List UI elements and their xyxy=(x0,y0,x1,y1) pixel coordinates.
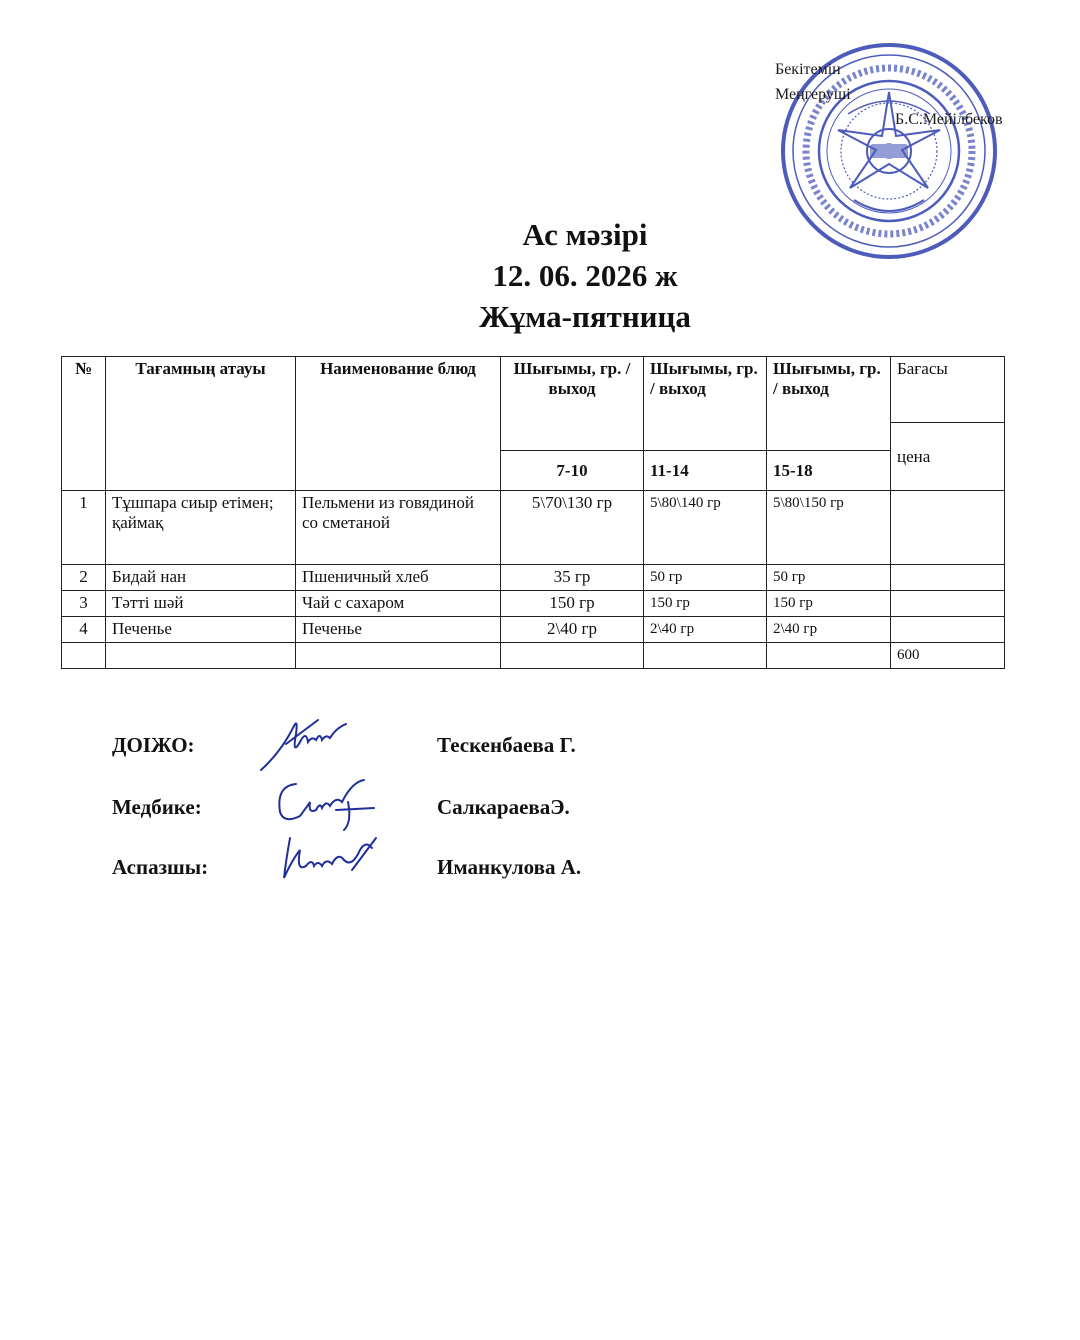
menu-table xyxy=(61,356,1005,669)
row-output-2: 5\80\140 гр xyxy=(644,491,767,565)
signature-name: СалкараеваЭ. xyxy=(437,795,570,819)
header-output-2: Шығымы, гр. / выход xyxy=(644,357,767,451)
row-output-3: 2\40 гр xyxy=(767,617,891,643)
table-row xyxy=(62,617,1005,643)
row-num: 2 xyxy=(62,565,106,591)
table-row xyxy=(62,565,1005,591)
row-name-kz: Тәтті шәй xyxy=(106,591,296,617)
header-output-3: Шығымы, гр. / выход xyxy=(767,357,891,451)
table-row xyxy=(62,591,1005,617)
row-output-2: 150 гр xyxy=(644,591,767,617)
header-age-2: 11-14 xyxy=(644,451,767,491)
header-price-ru: цена xyxy=(891,423,1005,491)
row-output-2: 2\40 гр xyxy=(644,617,767,643)
header-age-3: 15-18 xyxy=(767,451,891,491)
table-row xyxy=(62,491,1005,565)
row-name-ru: Чай с сахаром xyxy=(296,591,501,617)
row-output-3: 150 гр xyxy=(767,591,891,617)
row-output-3: 50 гр xyxy=(767,565,891,591)
header-name-kz: Тағамның атауы xyxy=(106,357,296,491)
row-name-kz: Бидай нан xyxy=(106,565,296,591)
document-date: 12. 06. 2026 ж xyxy=(492,258,678,293)
empty-cell xyxy=(296,643,501,669)
header-name-ru: Наименование блюд xyxy=(296,357,501,491)
director-name: Б.С.Мейілбеков xyxy=(895,111,1003,128)
row-name-ru: Печенье xyxy=(296,617,501,643)
signature-role: Аспазшы: xyxy=(112,855,209,879)
handwritten-signature-icon xyxy=(256,712,386,772)
row-price xyxy=(891,617,1005,643)
table-total-row xyxy=(62,643,1005,669)
empty-cell xyxy=(767,643,891,669)
row-output-3: 5\80\150 гр xyxy=(767,491,891,565)
empty-cell xyxy=(501,643,644,669)
table-header-row xyxy=(62,357,1005,423)
row-output-1: 150 гр xyxy=(501,591,644,617)
document-header xyxy=(0,214,1080,337)
empty-cell xyxy=(644,643,767,669)
handwritten-signature-icon xyxy=(256,830,386,890)
row-output-1: 2\40 гр xyxy=(501,617,644,643)
row-name-ru: Пельмени из говядиной со сметаной xyxy=(296,491,501,565)
row-price xyxy=(891,591,1005,617)
header-output-1: Шығымы, гр. / выход xyxy=(501,357,644,451)
row-num: 3 xyxy=(62,591,106,617)
header-price-kz: Бағасы xyxy=(891,357,1005,423)
document-day: Жұма-пятница xyxy=(479,299,691,334)
row-name-kz: Печенье xyxy=(106,617,296,643)
signature-name: Тескенбаева Г. xyxy=(437,733,576,757)
signature-name: Иманкулова А. xyxy=(437,855,582,879)
signature-role: ДОІЖО: xyxy=(112,733,195,757)
row-name-ru: Пшеничный хлеб xyxy=(296,565,501,591)
position-label: Меңгеруші xyxy=(775,86,851,103)
document-title: Ас мәзірі xyxy=(522,217,648,252)
row-output-2: 50 гр xyxy=(644,565,767,591)
row-num: 4 xyxy=(62,617,106,643)
handwritten-signature-icon xyxy=(256,772,386,832)
row-output-1: 5\70\130 гр xyxy=(501,491,644,565)
signature-role: Медбике: xyxy=(112,795,202,819)
row-name-kz: Тұшпара сиыр етімен; қаймақ xyxy=(106,491,296,565)
empty-cell xyxy=(106,643,296,669)
empty-cell xyxy=(62,643,106,669)
approved-label: Бекітемін xyxy=(775,61,841,78)
total-price: 600 xyxy=(891,643,1005,669)
row-price xyxy=(891,565,1005,591)
header-num: № xyxy=(62,357,106,491)
row-price xyxy=(891,491,1005,565)
row-output-1: 35 гр xyxy=(501,565,644,591)
header-age-1: 7-10 xyxy=(501,451,644,491)
row-num: 1 xyxy=(62,491,106,565)
